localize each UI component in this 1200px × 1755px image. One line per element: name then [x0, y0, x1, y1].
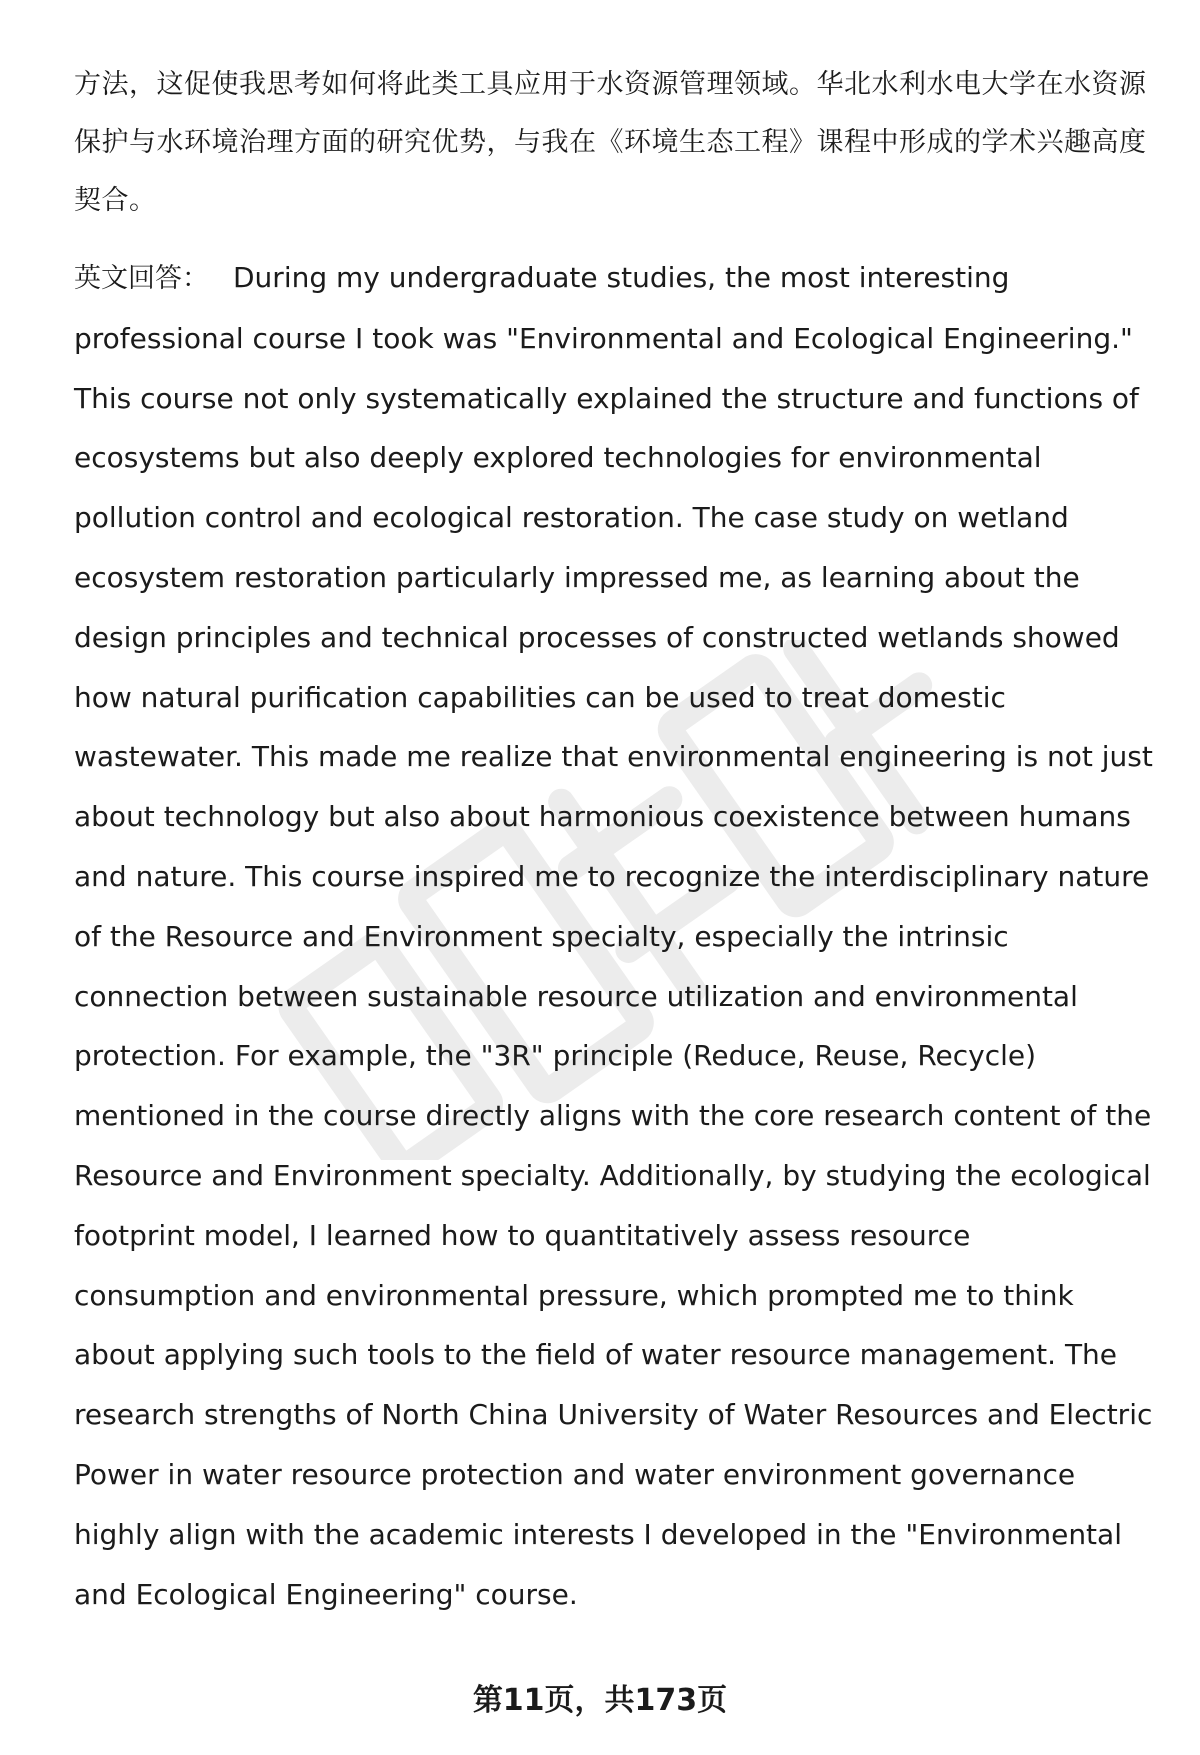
english-answer-paragraph	[74, 248, 1154, 1624]
english-answer-label: 英文回答：	[74, 263, 209, 294]
chinese-paragraph: 方法，这促使我思考如何将此类工具应用于水资源管理领域。华北水利水电大学在水资源保护与水环境治理方面的研究优势，与我在《环境生态工程》课程中形成的学术兴趣高度契合。	[74, 69, 1147, 216]
page-number-footer: 第11页，共173页	[472, 1683, 728, 1718]
content-area	[74, 56, 1154, 1624]
english-answer-text: During my undergraduate studies, the most interesting professional course I took was "Environmental and Ecological Engineering." This course not only systematically explained the structure and functions of ecosystems but also deeply explored technologies for environmental pollution control and ecological restoration. The case study on wetland ecosystem restoration particularly impressed me, as learning about the design principles and technical processes of constructed wetlands showed how natural purification capabilities can be used to treat domestic wastewater. This made me realize that environmental engineering is not just about technology but also about harmonious coexistence between humans and nature. This course inspired me to recognize the interdisciplinary nature of the Resource and Environment specialty, especially the intrinsic connection between sustainable resource utilization and environmental protection. For example, the "3R" principle (Reduce, Reuse, Recycle) mentioned in the course directly aligns with the core research content of the Resource and Environment specialty. Additionally, by studying the ecological footprint model, I learned how to quantitatively assess resource consumption and environmental pressure, which prompted me to think about applying such tools to the field of water resource management. The research strengths of North China University of Water Resources and Electric Power in water resource protection and water environment governance highly align with the academic interests I developed in the "Environmental and Ecological Engineering" course.	[74, 261, 1153, 1611]
